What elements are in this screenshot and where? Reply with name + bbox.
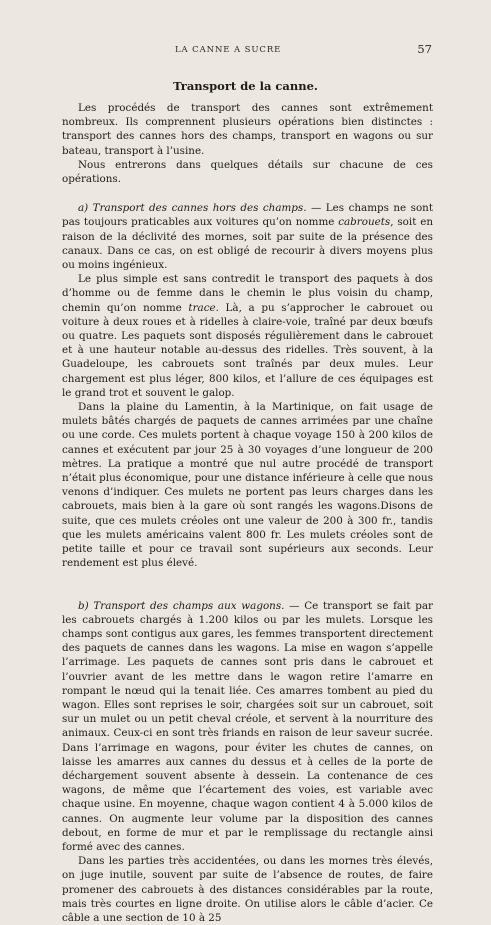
- term-trace: trace: [188, 301, 216, 314]
- subsection-heading-a: a) Transport des cannes hors des champs.: [78, 202, 307, 215]
- term-cabrouets: cabrouets: [338, 216, 391, 229]
- paragraph-cable: Dans les parties très accidentées, ou dans les mornes très élevés, on juge inutile, souvent par suite de l’absence de routes, de faire promener des cabrouets à des distances considérables par la route, mais très courtes en ligne droite. On utilise alors le câble d’acier. Ce câble a une section de 10 à 25: [62, 855, 433, 924]
- subsection-heading-b: b) Transport des champs aux wagons.: [78, 599, 285, 612]
- paragraph-mulets: Dans la plaine du Lamentin, à la Martinique, on fait usage de mulets bâtés chargés de paquets de cannes arrimées par une chaîne ou une corde. Ces mulets portent à chaque voyage 150 à 200 kilos de cannes et exécutent par jour 25 à 30 voyages d’une longueur de 200 mètres. La pratique a montré que nul autre procédé de transport n’était plus économique, pour une distance inférieure à celle que nous venons d’indiquer. Ces mulets ne portent pas leurs charges dans les cabrouets, mais bien à la gare où sont rangés les wagons.Disons de suite, que ces mulets créoles ont une valeur de 200 à 300 fr., tandis que les mulets américains valent 800 fr. Les mulets créoles sont de petite taille et pour ce travail sont supérieurs aux seconds. Leur rendement est plus élevé.: [62, 401, 433, 570]
- paragraph-intro-2: Nous entrerons dans quelques détails sur chacune de ces opérations.: [62, 158, 433, 186]
- running-title: LA CANNE A SUCRE: [175, 45, 282, 55]
- body-text: [62, 101, 433, 925]
- page-number: 57: [417, 42, 432, 56]
- paragraph-section-a: a) Transport des cannes hors des champs. — Les champs ne sont pas toujours praticables aux voitures qu’on nomme cabrouets, soit en raison de la déclivité des mornes, soit par suite de la présence des canaux. Dans ce cas, on est obligé de recourir à divers moyens plus ou moins ingénieux.: [62, 202, 433, 272]
- section-title: Transport de la canne.: [173, 79, 318, 93]
- paragraph-intro: Les procédés de transport des cannes sont extrêmement nombreux. Ils comprennent plusieurs opérations bien distinctes : transport des cannes hors des champs, transport en wagons ou sur bateau, transport à l’usine.: [62, 102, 433, 157]
- paragraph-transport-dos: Le plus simple est sans contredit le transport des paquets à dos d’homme ou de femme dans le chemin le plus voisin du champ, chemin qu’on nomme trace. Là, a pu s’approcher le cabrouet ou voiture à deux roues et à ridelles à claire-voie, traîné par deux bœufs ou quatre. Les paquets sont disposés régulièrement dans le cabrouet et à une hauteur notable au-dessus des ridelles. Très souvent, à la Guadeloupe, les cabrouets sont traînés par deux mules. Leur chargement est plus léger, 800 kilos, et l’allure de ces équipages est le grand trot et souvent le galop.: [62, 273, 433, 399]
- paragraph-section-b: b) Transport des champs aux wagons. — Ce transport se fait par les cabrouets chargés à 1.200 kilos ou par les mulets. Lorsque les champs sont contigus aux gares, les femmes transportent directement des paquets de cannes dans les wagons. La mise en wagon s’appelle l’arrimage. Les paquets de cannes sont pris dans le cabrouet et l’ouvrier avant de les mettre dans le wagon retire l’amarre en rompant le nœud qui la tenait liée. Ces amarres tombent au pied du wagon. Elles sont reprises le soir, chargées soit sur un cabrouet, soit sur un mulet ou un petit cheval créole, et servent à la nourriture des animaux. Ceux-ci en sont très friands en raison de leur saveur sucrée. Dans l’arrimage en wagons, pour éviter les chutes de cannes, on laisse les amarres aux cannes du dessus et à celles de la porte de déchargement souvent absente à dessein. La contenance de ces wagons, de même que l’écartement des voies, est variable avec chaque usine. En moyenne, chaque wagon contient 4 à 5.000 kilos de cannes. On augmente leur volume par la disposition des cannes debout, en forme de mur et par le remplissage du rectangle ainsi formé avec des cannes.: [62, 599, 433, 853]
